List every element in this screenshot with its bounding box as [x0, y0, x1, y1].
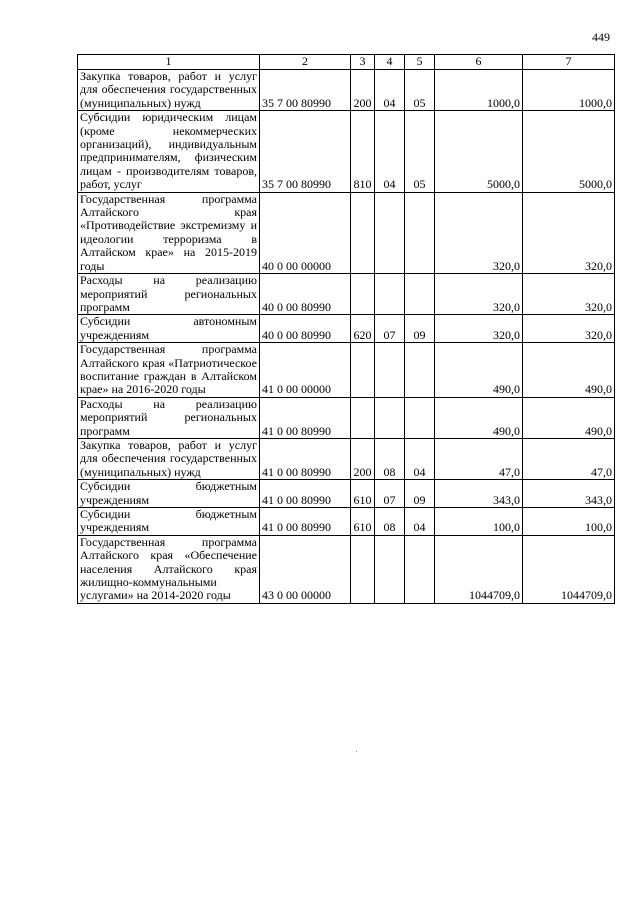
- amount-year-2: 343,0: [523, 480, 615, 508]
- amount-year-1: 490,0: [435, 343, 523, 398]
- section: 04: [375, 111, 405, 192]
- amount-year-2: 320,0: [523, 192, 615, 273]
- subsection: [405, 535, 435, 603]
- amount-year-2: 320,0: [523, 315, 615, 343]
- section: 08: [375, 438, 405, 479]
- amount-year-1: 47,0: [435, 438, 523, 479]
- target-code: 41 0 00 80990: [260, 397, 351, 438]
- amount-year-2: 1000,0: [523, 70, 615, 111]
- amount-year-2: 1044709,0: [523, 535, 615, 603]
- table-row: [78, 480, 615, 508]
- subsection: 05: [405, 111, 435, 192]
- expense-name: Закупка товаров, работ и услуг для обеспечения государственных (муниципальных) нужд: [78, 438, 260, 479]
- amount-year-1: 5000,0: [435, 111, 523, 192]
- section: [375, 397, 405, 438]
- amount-year-1: 320,0: [435, 274, 523, 315]
- expense-name: Государственная программа Алтайского края «Обеспечение населения Алтайского края жилищно-коммунальными услугами» на 2014-2020 годы: [78, 535, 260, 603]
- scan-speck: [356, 751, 357, 752]
- table-row: [78, 397, 615, 438]
- target-code: 40 0 00 00000: [260, 192, 351, 273]
- subsection: [405, 192, 435, 273]
- column-header: 3: [351, 55, 375, 70]
- subsection: 09: [405, 315, 435, 343]
- subsection: 05: [405, 70, 435, 111]
- expense-type: 610: [351, 480, 375, 508]
- section: 07: [375, 315, 405, 343]
- expense-type: [351, 274, 375, 315]
- target-code: 40 0 00 80990: [260, 274, 351, 315]
- column-header: 2: [260, 55, 351, 70]
- amount-year-2: 490,0: [523, 397, 615, 438]
- expense-name: Субсидии бюджетным учреждениям: [78, 508, 260, 536]
- expense-name: Расходы на реализацию мероприятий региональных программ: [78, 274, 260, 315]
- expense-type: 810: [351, 111, 375, 192]
- expense-name: Субсидии автономным учреждениям: [78, 315, 260, 343]
- header-row: [78, 55, 615, 70]
- subsection: 04: [405, 438, 435, 479]
- section: [375, 343, 405, 398]
- target-code: 41 0 00 00000: [260, 343, 351, 398]
- amount-year-2: 47,0: [523, 438, 615, 479]
- amount-year-2: 490,0: [523, 343, 615, 398]
- subsection: 04: [405, 508, 435, 536]
- expense-name: Закупка товаров, работ и услуг для обеспечения государственных (муниципальных) нужд: [78, 70, 260, 111]
- expense-name: Государственная программа Алтайского края «Противодействие экстремизму и идеологии терроризма в Алтайском крае» на 2015-2019 годы: [78, 192, 260, 273]
- subsection: [405, 343, 435, 398]
- expense-type: [351, 535, 375, 603]
- column-header: 7: [523, 55, 615, 70]
- target-code: 35 7 00 80990: [260, 70, 351, 111]
- subsection: [405, 274, 435, 315]
- table-row: [78, 274, 615, 315]
- table-row: [78, 343, 615, 398]
- expense-type: 200: [351, 70, 375, 111]
- table-row: [78, 535, 615, 603]
- section: 08: [375, 508, 405, 536]
- table-row: [78, 508, 615, 536]
- expense-type: 620: [351, 315, 375, 343]
- target-code: 41 0 00 80990: [260, 438, 351, 479]
- section: 04: [375, 70, 405, 111]
- amount-year-1: 343,0: [435, 480, 523, 508]
- section: [375, 192, 405, 273]
- expense-type: [351, 397, 375, 438]
- table-row: [78, 192, 615, 273]
- amount-year-1: 320,0: [435, 315, 523, 343]
- page-number: 449: [592, 30, 610, 44]
- target-code: 35 7 00 80990: [260, 111, 351, 192]
- amount-year-2: 320,0: [523, 274, 615, 315]
- table-row: [78, 70, 615, 111]
- expense-type: [351, 192, 375, 273]
- table-row: [78, 111, 615, 192]
- expense-name: Субсидии юридическим лицам (кроме некоммерческих организаций), индивидуальным предпринимателям, физическим лицам - производителям товаров, работ, услуг: [78, 111, 260, 192]
- expense-name: Субсидии бюджетным учреждениям: [78, 480, 260, 508]
- expense-type: 610: [351, 508, 375, 536]
- expense-type: [351, 343, 375, 398]
- column-header: 5: [405, 55, 435, 70]
- amount-year-2: 100,0: [523, 508, 615, 536]
- expense-name: Государственная программа Алтайского края «Патриотическое воспитание граждан в Алтайском крае» на 2016-2020 годы: [78, 343, 260, 398]
- amount-year-2: 5000,0: [523, 111, 615, 192]
- section: [375, 274, 405, 315]
- amount-year-1: 1000,0: [435, 70, 523, 111]
- subsection: 09: [405, 480, 435, 508]
- amount-year-1: 490,0: [435, 397, 523, 438]
- subsection: [405, 397, 435, 438]
- column-header: 6: [435, 55, 523, 70]
- section: 07: [375, 480, 405, 508]
- expense-name: Расходы на реализацию мероприятий региональных программ: [78, 397, 260, 438]
- column-header: 4: [375, 55, 405, 70]
- amount-year-1: 1044709,0: [435, 535, 523, 603]
- table-row: [78, 315, 615, 343]
- target-code: 41 0 00 80990: [260, 508, 351, 536]
- amount-year-1: 320,0: [435, 192, 523, 273]
- target-code: 40 0 00 80990: [260, 315, 351, 343]
- amount-year-1: 100,0: [435, 508, 523, 536]
- budget-table: [77, 54, 615, 604]
- target-code: 41 0 00 80990: [260, 480, 351, 508]
- section: [375, 535, 405, 603]
- table-row: [78, 438, 615, 479]
- expense-type: 200: [351, 438, 375, 479]
- target-code: 43 0 00 00000: [260, 535, 351, 603]
- column-header: 1: [78, 55, 260, 70]
